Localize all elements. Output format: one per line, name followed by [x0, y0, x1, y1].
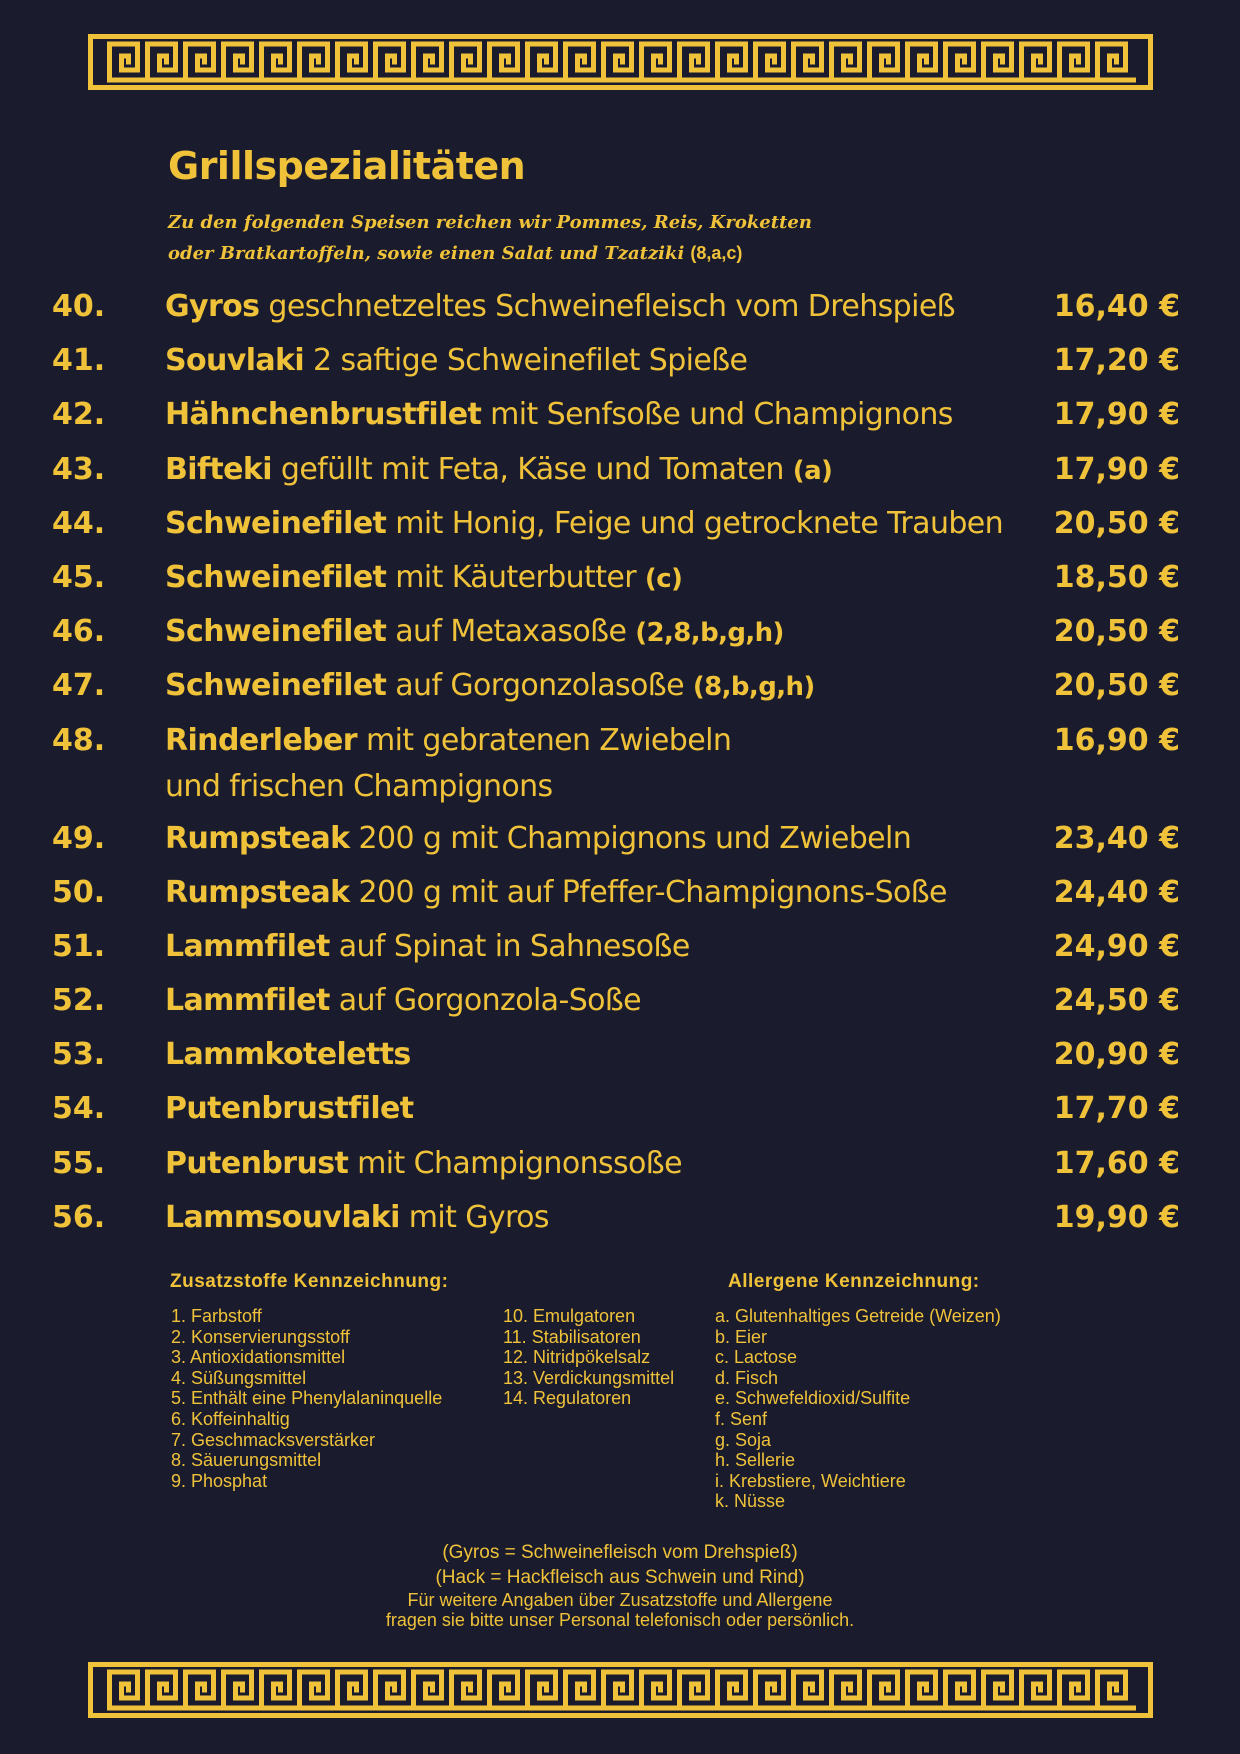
item-desc: 200 g mit auf Pfeffer-Champignons-Soße [349, 874, 947, 910]
allergen-item: c. Lactose [715, 1347, 798, 1368]
additive-item: 10. Emulgatoren [503, 1306, 636, 1326]
menu-item [0, 334, 1240, 388]
item-number: 41. [52, 343, 106, 379]
menu-item [0, 714, 1240, 812]
item-number: 47. [52, 668, 106, 704]
item-description [165, 551, 682, 606]
item-number: 44. [52, 505, 106, 541]
item-desc: mit Champignonssoße [348, 1145, 682, 1181]
menu-item [0, 605, 1240, 659]
subtitle-line-2-text: oder Bratkartoffeln, sowie einen Salat und Tzatziki [168, 243, 685, 264]
item-name: Lammsouvlaki [165, 1199, 400, 1235]
item-price: 17,90 € [1053, 451, 1180, 487]
item-description [165, 659, 815, 714]
item-number: 45. [52, 559, 106, 595]
item-desc: mit Honig, Feige und getrocknete Trauben [386, 505, 1004, 541]
item-name: Souvlaki [165, 343, 305, 379]
item-number: 56. [52, 1199, 106, 1235]
allergen-item: k. Nüsse [715, 1491, 786, 1512]
additive-item: 5. Enthält eine Phenylalaninquelle [171, 1388, 443, 1409]
item-price: 17,90 € [1053, 397, 1180, 433]
allergen-item: i. Krebstiere, Weichtiere [715, 1470, 906, 1491]
item-name: Schweinefilet [165, 614, 387, 650]
allergen-item: b. Eier [715, 1326, 768, 1347]
allergens-list [715, 1306, 1001, 1512]
additive-item: 6. Koffeinhaltig [171, 1408, 290, 1429]
item-name: Putenbrust [165, 1145, 349, 1181]
item-name: Gyros [165, 289, 260, 324]
additives-list-2 [503, 1306, 674, 1409]
item-desc: auf Metaxasoße [386, 614, 636, 650]
additives-heading: Zusatzstoffe Kennzeichnung: [170, 1271, 449, 1292]
item-desc: mit Käuterbutter [386, 559, 645, 595]
item-price: 23,40 € [1053, 820, 1180, 856]
item-name: Bifteki [165, 451, 272, 487]
item-description [165, 812, 911, 866]
allergens-heading: Allergene Kennzeichnung: [728, 1271, 980, 1292]
item-number: 53. [52, 1037, 106, 1073]
item-description [165, 388, 953, 442]
item-description [165, 443, 832, 498]
item-name: Lammfilet [165, 928, 330, 964]
item-name: Lammkoteletts [165, 1037, 411, 1073]
menu-item [0, 1137, 1240, 1191]
item-price: 20,90 € [1053, 1037, 1180, 1073]
item-desc: geschnetzeltes Schweinefleisch vom Drehspieß [259, 289, 955, 324]
item-desc: gefüllt mit Feta, Käse und Tomaten [271, 451, 793, 487]
item-price: 17,60 € [1053, 1145, 1180, 1181]
item-description [165, 280, 955, 334]
item-desc: auf Gorgonzolasoße [386, 668, 693, 704]
subtitle-line-1: Zu den folgenden Speisen reichen wir Pommes, Reis, Kroketten [168, 212, 812, 233]
menu-item [0, 1082, 1240, 1136]
item-price: 20,50 € [1053, 505, 1180, 541]
footer-note-info: Für weitere Angaben über Zusatzstoffe und Allergene [407, 1590, 833, 1610]
allergen-item: d. Fisch [715, 1367, 779, 1388]
item-price: 17,70 € [1053, 1091, 1180, 1127]
item-description [165, 497, 1003, 551]
menu-item [0, 1028, 1240, 1082]
item-price: 16,90 € [1053, 722, 1180, 758]
item-name: Schweinefilet [165, 505, 387, 541]
item-desc: 200 g mit Champignons und Zwiebeln [349, 820, 912, 856]
greek-key-meander-icon [88, 1662, 1153, 1718]
additive-item: 9. Phosphat [171, 1470, 268, 1491]
menu-list [0, 280, 1240, 1245]
item-name: Putenbrustfilet [165, 1091, 414, 1127]
item-name: Rumpsteak [165, 820, 350, 856]
item-description [165, 866, 947, 920]
item-allergens: (8,b,g,h) [692, 672, 815, 703]
allergen-item: a. Glutenhaltiges Getreide (Weizen) [715, 1306, 1001, 1326]
greek-key-meander-icon [88, 34, 1153, 90]
footer-note-gyros: (Gyros = Schweinefleisch vom Drehspieß) [442, 1542, 798, 1563]
additive-item: 4. Süßungsmittel [171, 1367, 307, 1388]
additive-item: 2. Konservierungsstoff [171, 1326, 350, 1347]
item-name: Rumpsteak [165, 874, 350, 910]
item-name: Rinderleber [165, 722, 358, 758]
allergen-item: g. Soja [715, 1429, 772, 1450]
additive-item: 7. Geschmacksverstärker [171, 1429, 376, 1450]
item-desc: mit gebratenen Zwiebeln [357, 722, 732, 758]
item-desc: auf Spinat in Sahnesoße [329, 928, 690, 964]
page-title: Grillspezialitäten [168, 144, 526, 188]
item-number: 40. [52, 289, 106, 324]
menu-item [0, 866, 1240, 920]
item-desc: mit Gyros [399, 1199, 549, 1235]
additive-item: 1. Farbstoff [171, 1306, 262, 1326]
menu-item [0, 920, 1240, 974]
item-number: 49. [52, 820, 106, 856]
item-name: Lammfilet [165, 983, 330, 1019]
item-price: 20,50 € [1053, 614, 1180, 650]
item-allergens: (a) [792, 455, 833, 486]
item-price: 24,50 € [1053, 983, 1180, 1019]
menu-item [0, 388, 1240, 442]
subtitle-allergen-code: (8,a,c) [690, 243, 743, 263]
item-number: 55. [52, 1145, 106, 1181]
menu-item [0, 551, 1240, 605]
greek-key-border-top [88, 34, 1153, 90]
additive-item: 11. Stabilisatoren [503, 1326, 641, 1347]
item-description [165, 1191, 549, 1245]
menu-subtitle [168, 208, 812, 269]
footer-note-contact: fragen sie bitte unser Personal telefonisch oder persönlich. [385, 1610, 855, 1630]
menu-item [0, 280, 1240, 334]
item-desc: 2 saftige Schweinefilet Spieße [304, 343, 748, 379]
menu-item [0, 974, 1240, 1028]
item-number: 46. [52, 614, 106, 650]
item-number: 50. [52, 874, 106, 910]
item-description [165, 920, 690, 974]
subtitle-line-2 [168, 238, 812, 269]
item-description [165, 334, 747, 388]
menu-item [0, 812, 1240, 866]
menu-item [0, 659, 1240, 713]
item-number: 54. [52, 1091, 106, 1127]
item-price: 20,50 € [1053, 668, 1180, 704]
item-allergens: (2,8,b,g,h) [635, 618, 784, 649]
item-description [165, 1137, 682, 1191]
footer-notes [0, 1540, 1240, 1630]
item-number: 42. [52, 397, 106, 433]
item-description [165, 974, 641, 1028]
item-description [165, 1028, 411, 1082]
item-name: Schweinefilet [165, 668, 387, 704]
item-price: 24,90 € [1053, 928, 1180, 964]
menu-item [0, 1191, 1240, 1245]
item-price: 17,20 € [1053, 343, 1180, 379]
item-desc: auf Gorgonzola-Soße [329, 983, 642, 1019]
menu-item [0, 497, 1240, 551]
item-description [165, 605, 784, 660]
item-price: 19,90 € [1053, 1199, 1180, 1235]
item-number: 48. [52, 722, 106, 758]
allergen-item: e. Schwefeldioxid/Sulfite [715, 1388, 911, 1409]
greek-key-border-bottom [88, 1662, 1153, 1718]
item-number: 51. [52, 928, 106, 964]
menu-item [0, 443, 1240, 497]
item-price: 16,40 € [1053, 289, 1180, 324]
additive-item: 8. Säuerungsmittel [171, 1450, 322, 1471]
item-name: Schweinefilet [165, 559, 387, 595]
additives-list-1 [171, 1306, 442, 1491]
additive-item: 3. Antioxidationsmittel [171, 1347, 346, 1368]
allergen-item: f. Senf [715, 1408, 768, 1429]
additive-item: 13. Verdickungsmittel [503, 1367, 675, 1388]
footer-note-hack: (Hack = Hackfleisch aus Schwein und Rind) [435, 1567, 805, 1588]
additive-item: 14. Regulatoren [503, 1388, 632, 1409]
item-name: Hähnchenbrustfilet [165, 397, 482, 433]
item-price: 18,50 € [1053, 559, 1180, 595]
allergen-item: h. Sellerie [715, 1450, 796, 1471]
item-number: 43. [52, 451, 106, 487]
item-allergens: (c) [644, 563, 683, 594]
item-description [165, 1082, 414, 1136]
item-desc-line-2: und frischen Champignons [165, 768, 553, 804]
item-number: 52. [52, 983, 106, 1019]
item-desc: mit Senfsoße und Champignons [481, 397, 953, 433]
item-price: 24,40 € [1053, 874, 1180, 910]
additive-item: 12. Nitridpökelsalz [503, 1347, 651, 1368]
